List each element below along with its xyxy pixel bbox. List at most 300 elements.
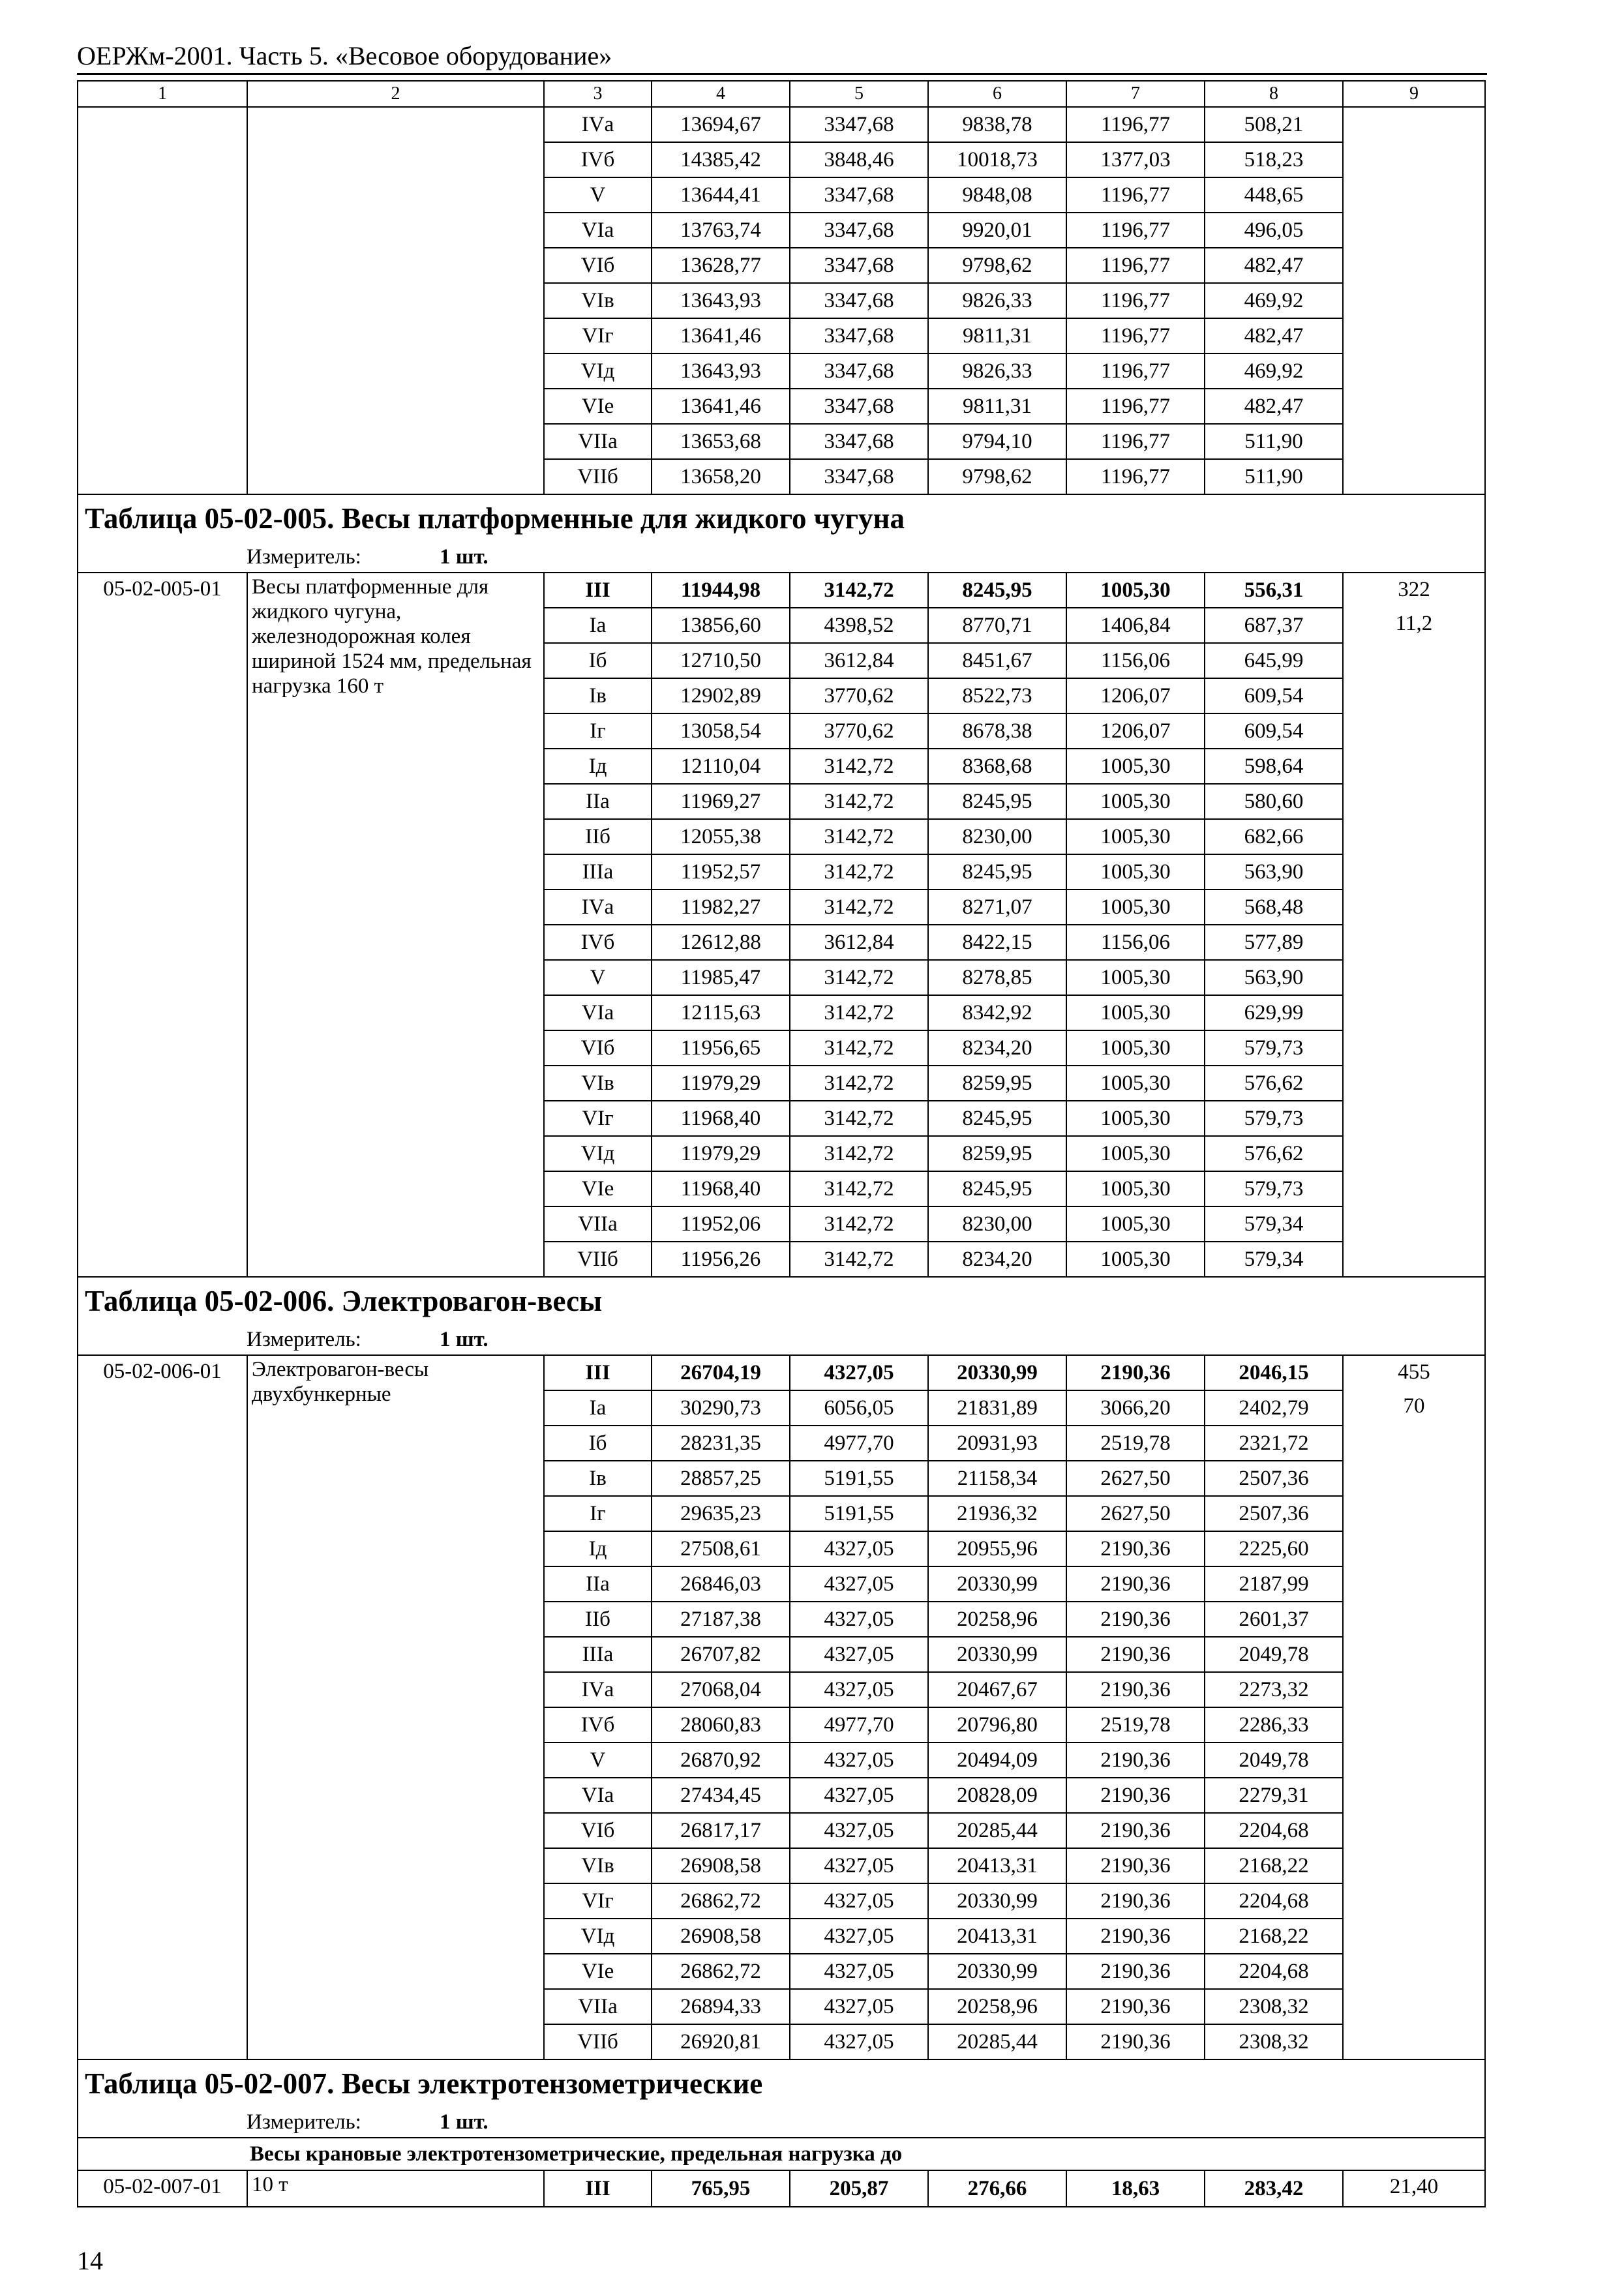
value-cell: 4398,52 <box>790 608 928 643</box>
value-cell: 2190,36 <box>1066 1778 1205 1813</box>
table-title-row <box>78 2059 1485 2107</box>
value-cell: 3142,72 <box>790 1136 928 1171</box>
value-cell: 1005,30 <box>1066 1206 1205 1242</box>
value-cell: 4327,05 <box>790 1883 928 1919</box>
zone-cell: VIа <box>544 213 652 248</box>
value-cell: 21158,34 <box>928 1461 1066 1496</box>
value-cell: 10018,73 <box>928 142 1066 177</box>
zone-cell: IVб <box>544 142 652 177</box>
value-cell: 2190,36 <box>1066 1883 1205 1919</box>
value-cell: 13644,41 <box>652 177 790 213</box>
zone-cell: V <box>544 960 652 995</box>
value-cell: 3612,84 <box>790 643 928 678</box>
code-cell: 05-02-006-01 <box>78 1355 247 2059</box>
value-cell: 2190,36 <box>1066 1672 1205 1707</box>
value-cell: 2321,72 <box>1205 1426 1343 1461</box>
value-cell: 9920,01 <box>928 213 1066 248</box>
value-cell: 1156,06 <box>1066 643 1205 678</box>
value-cell: 11944,98 <box>652 573 790 608</box>
value-cell: 1206,07 <box>1066 713 1205 749</box>
value-cell: 8770,71 <box>928 608 1066 643</box>
column-number: 9 <box>1343 81 1485 107</box>
value-cell: 2507,36 <box>1205 1461 1343 1496</box>
zone-cell: Iв <box>544 678 652 713</box>
value-cell: 1377,03 <box>1066 142 1205 177</box>
value-cell: 576,62 <box>1205 1066 1343 1101</box>
value-cell: 2190,36 <box>1066 1954 1205 1989</box>
value-cell: 2190,36 <box>1066 2024 1205 2059</box>
zone-cell: IVа <box>544 1672 652 1707</box>
value-cell: 6056,05 <box>790 1390 928 1426</box>
value-cell: 577,89 <box>1205 925 1343 960</box>
value-cell: 4327,05 <box>790 1954 928 1989</box>
column-number: 6 <box>928 81 1066 107</box>
zone-cell: Iа <box>544 1390 652 1426</box>
price-table-body <box>78 81 1485 2207</box>
value-cell: 1005,30 <box>1066 819 1205 854</box>
value-cell: 1005,30 <box>1066 1136 1205 1171</box>
value-cell: 12710,50 <box>652 643 790 678</box>
column-number: 8 <box>1205 81 1343 107</box>
value-cell: 3347,68 <box>790 213 928 248</box>
meter-cell <box>78 1324 1485 1355</box>
column-number: 2 <box>247 81 544 107</box>
value-cell: 11968,40 <box>652 1171 790 1206</box>
value-cell: 579,73 <box>1205 1030 1343 1066</box>
value-cell: 3142,72 <box>790 1101 928 1136</box>
value-cell: 30290,73 <box>652 1390 790 1426</box>
value-cell: 1196,77 <box>1066 424 1205 459</box>
value-cell: 4327,05 <box>790 1602 928 1637</box>
value-cell: 3142,72 <box>790 1066 928 1101</box>
value-cell: 11979,29 <box>652 1136 790 1171</box>
value-cell: 511,90 <box>1205 459 1343 494</box>
value-cell: 28857,25 <box>652 1461 790 1496</box>
value-cell: 3142,72 <box>790 1206 928 1242</box>
value-cell: 2190,36 <box>1066 1848 1205 1883</box>
value-cell: 8245,95 <box>928 784 1066 819</box>
value-cell: 2601,37 <box>1205 1602 1343 1637</box>
zone-cell: IIIа <box>544 854 652 890</box>
meter-value: 1 шт. <box>440 545 489 569</box>
value-cell: 2308,32 <box>1205 1989 1343 2024</box>
zone-cell: VIв <box>544 283 652 318</box>
value-cell: 13653,68 <box>652 424 790 459</box>
value-cell: 556,31 <box>1205 573 1343 608</box>
column-number: 7 <box>1066 81 1205 107</box>
value-cell: 609,54 <box>1205 678 1343 713</box>
value-cell: 11969,27 <box>652 784 790 819</box>
value-cell: 11956,26 <box>652 1242 790 1277</box>
value-cell: 3347,68 <box>790 424 928 459</box>
value-cell: 2190,36 <box>1066 1602 1205 1637</box>
zone-cell: VIг <box>544 1883 652 1919</box>
value-cell: 3347,68 <box>790 248 928 283</box>
value-cell: 2049,78 <box>1205 1637 1343 1672</box>
value-cell: 20330,99 <box>928 1954 1066 1989</box>
value-cell: 8245,95 <box>928 573 1066 608</box>
col9-value: 11,2 <box>1395 612 1433 635</box>
value-cell: 4327,05 <box>790 1919 928 1954</box>
table-row <box>78 1355 1485 1390</box>
value-cell: 1406,84 <box>1066 608 1205 643</box>
value-cell: 2049,78 <box>1205 1743 1343 1778</box>
value-cell: 3142,72 <box>790 960 928 995</box>
value-cell: 3347,68 <box>790 318 928 353</box>
value-cell: 1005,30 <box>1066 960 1205 995</box>
value-cell: 8342,92 <box>928 995 1066 1030</box>
zone-cell: Iг <box>544 713 652 749</box>
value-cell: 2286,33 <box>1205 1707 1343 1743</box>
value-cell: 3347,68 <box>790 353 928 389</box>
value-cell: 13058,54 <box>652 713 790 749</box>
value-cell: 1196,77 <box>1066 459 1205 494</box>
value-cell: 20413,31 <box>928 1919 1066 1954</box>
meter-row <box>78 542 1485 573</box>
value-cell: 20330,99 <box>928 1637 1066 1672</box>
value-cell: 3142,72 <box>790 573 928 608</box>
table-title: Таблица 05-02-007. Весы электротензометрические <box>78 2059 1485 2107</box>
value-cell: 682,66 <box>1205 819 1343 854</box>
value-cell: 2273,32 <box>1205 1672 1343 1707</box>
description-cell: Весы платформенные для жидкого чугуна, железнодорожная колея шириной 1524 мм, предельная нагрузка 160 т <box>247 573 544 1277</box>
value-cell: 276,66 <box>928 2170 1066 2207</box>
description-cell: Электровагон-весы двухбункерные <box>247 1355 544 2059</box>
value-cell: 8278,85 <box>928 960 1066 995</box>
value-cell: 11952,06 <box>652 1206 790 1242</box>
zone-cell: Iв <box>544 1461 652 1496</box>
value-cell: 5191,55 <box>790 1461 928 1496</box>
value-cell: 4977,70 <box>790 1426 928 1461</box>
zone-cell: VIг <box>544 1101 652 1136</box>
value-cell: 2519,78 <box>1066 1707 1205 1743</box>
value-cell: 482,47 <box>1205 389 1343 424</box>
value-cell: 511,90 <box>1205 424 1343 459</box>
value-cell: 3066,20 <box>1066 1390 1205 1426</box>
zone-cell: V <box>544 177 652 213</box>
zone-cell: IVа <box>544 107 652 142</box>
value-cell: 496,05 <box>1205 213 1343 248</box>
value-cell: 3142,72 <box>790 890 928 925</box>
description-cell <box>247 107 544 494</box>
value-cell: 2308,32 <box>1205 2024 1343 2059</box>
value-cell: 469,92 <box>1205 283 1343 318</box>
value-cell: 13694,67 <box>652 107 790 142</box>
value-cell: 26920,81 <box>652 2024 790 2059</box>
col9-value: 70 <box>1403 1394 1425 1418</box>
zone-cell: VIа <box>544 1778 652 1813</box>
value-cell: 21936,32 <box>928 1496 1066 1531</box>
value-cell: 26704,19 <box>652 1355 790 1390</box>
value-cell: 11956,65 <box>652 1030 790 1066</box>
value-cell: 1196,77 <box>1066 283 1205 318</box>
value-cell: 9798,62 <box>928 459 1066 494</box>
value-cell: 4977,70 <box>790 1707 928 1743</box>
value-cell: 9848,08 <box>928 177 1066 213</box>
value-cell: 8271,07 <box>928 890 1066 925</box>
value-cell: 4327,05 <box>790 2024 928 2059</box>
value-cell: 3142,72 <box>790 1030 928 1066</box>
value-cell: 9798,62 <box>928 248 1066 283</box>
value-cell: 579,73 <box>1205 1101 1343 1136</box>
zone-cell: V <box>544 1743 652 1778</box>
zone-cell: Iд <box>544 1531 652 1566</box>
value-cell: 8245,95 <box>928 854 1066 890</box>
zone-cell: III <box>544 573 652 608</box>
zone-cell: IIа <box>544 1566 652 1602</box>
value-cell: 8259,95 <box>928 1136 1066 1171</box>
zone-cell: IVб <box>544 925 652 960</box>
table-row <box>78 2170 1485 2207</box>
value-cell: 13643,93 <box>652 353 790 389</box>
value-cell: 580,60 <box>1205 784 1343 819</box>
value-cell: 3142,72 <box>790 1242 928 1277</box>
zone-cell: VIа <box>544 995 652 1030</box>
value-cell: 3347,68 <box>790 389 928 424</box>
zone-cell: VIд <box>544 1919 652 1954</box>
meter-value: 1 шт. <box>440 1328 489 1351</box>
meter-row <box>78 2107 1485 2138</box>
value-cell: 3347,68 <box>790 283 928 318</box>
value-cell: 2190,36 <box>1066 1813 1205 1848</box>
column-number: 4 <box>652 81 790 107</box>
section-row <box>78 2138 1485 2170</box>
zone-cell: IVб <box>544 1707 652 1743</box>
meter-cell <box>78 2107 1485 2138</box>
col9-value: 455 <box>1398 1360 1430 1384</box>
description-cell: 10 т <box>247 2170 544 2207</box>
value-cell: 13643,93 <box>652 283 790 318</box>
value-cell: 27187,38 <box>652 1602 790 1637</box>
value-cell: 20828,09 <box>928 1778 1066 1813</box>
value-cell: 8451,67 <box>928 643 1066 678</box>
value-cell: 1005,30 <box>1066 854 1205 890</box>
value-cell: 29635,23 <box>652 1496 790 1531</box>
value-cell: 20330,99 <box>928 1566 1066 1602</box>
zone-cell: VIIа <box>544 1206 652 1242</box>
value-cell: 2190,36 <box>1066 1637 1205 1672</box>
zone-cell: VIе <box>544 1171 652 1206</box>
value-cell: 11979,29 <box>652 1066 790 1101</box>
zone-cell: III <box>544 1355 652 1390</box>
value-cell: 4327,05 <box>790 1637 928 1672</box>
value-cell: 469,92 <box>1205 353 1343 389</box>
value-cell: 26707,82 <box>652 1637 790 1672</box>
col9-cell <box>1343 1355 1485 2059</box>
value-cell: 2627,50 <box>1066 1461 1205 1496</box>
value-cell: 20258,96 <box>928 1989 1066 2024</box>
value-cell: 2507,36 <box>1205 1496 1343 1531</box>
zone-cell: VIе <box>544 389 652 424</box>
value-cell: 2190,36 <box>1066 1531 1205 1566</box>
value-cell: 629,99 <box>1205 995 1343 1030</box>
value-cell: 2627,50 <box>1066 1496 1205 1531</box>
value-cell: 26846,03 <box>652 1566 790 1602</box>
value-cell: 4327,05 <box>790 1531 928 1566</box>
zone-cell: VIе <box>544 1954 652 1989</box>
value-cell: 20258,96 <box>928 1602 1066 1637</box>
value-cell: 26894,33 <box>652 1989 790 2024</box>
value-cell: 8234,20 <box>928 1030 1066 1066</box>
meter-cell <box>78 542 1485 573</box>
value-cell: 1005,30 <box>1066 573 1205 608</box>
zone-cell: VIб <box>544 1813 652 1848</box>
value-cell: 3347,68 <box>790 177 928 213</box>
zone-cell: VIIа <box>544 424 652 459</box>
column-number: 3 <box>544 81 652 107</box>
value-cell: 1005,30 <box>1066 1242 1205 1277</box>
value-cell: 8234,20 <box>928 1242 1066 1277</box>
value-cell: 20494,09 <box>928 1743 1066 1778</box>
price-table <box>77 80 1486 2207</box>
value-cell: 2168,22 <box>1205 1919 1343 1954</box>
zone-cell: IIб <box>544 1602 652 1637</box>
zone-cell: VIд <box>544 1136 652 1171</box>
value-cell: 18,63 <box>1066 2170 1205 2207</box>
value-cell: 579,73 <box>1205 1171 1343 1206</box>
zone-cell: VIг <box>544 318 652 353</box>
column-number-row <box>78 81 1485 107</box>
value-cell: 687,37 <box>1205 608 1343 643</box>
value-cell: 26862,72 <box>652 1954 790 1989</box>
value-cell: 2225,60 <box>1205 1531 1343 1566</box>
zone-cell: Iд <box>544 749 652 784</box>
value-cell: 13763,74 <box>652 213 790 248</box>
value-cell: 2204,68 <box>1205 1813 1343 1848</box>
value-cell: 2190,36 <box>1066 1355 1205 1390</box>
value-cell: 2204,68 <box>1205 1954 1343 1989</box>
value-cell: 283,42 <box>1205 2170 1343 2207</box>
value-cell: 1206,07 <box>1066 678 1205 713</box>
value-cell: 765,95 <box>652 2170 790 2207</box>
value-cell: 14385,42 <box>652 142 790 177</box>
column-number: 1 <box>78 81 247 107</box>
value-cell: 4327,05 <box>790 1566 928 1602</box>
value-cell: 2204,68 <box>1205 1883 1343 1919</box>
zone-cell: VIб <box>544 1030 652 1066</box>
value-cell: 645,99 <box>1205 643 1343 678</box>
value-cell: 20467,67 <box>928 1672 1066 1707</box>
value-cell: 9794,10 <box>928 424 1066 459</box>
value-cell: 28060,83 <box>652 1707 790 1743</box>
value-cell: 563,90 <box>1205 854 1343 890</box>
value-cell: 2190,36 <box>1066 1566 1205 1602</box>
value-cell: 4327,05 <box>790 1989 928 2024</box>
zone-cell: VIв <box>544 1066 652 1101</box>
value-cell: 2168,22 <box>1205 1848 1343 1883</box>
col9-cell <box>1343 573 1485 1277</box>
value-cell: 20413,31 <box>928 1848 1066 1883</box>
value-cell: 8368,68 <box>928 749 1066 784</box>
code-cell: 05-02-007-01 <box>78 2170 247 2207</box>
value-cell: 2190,36 <box>1066 1919 1205 1954</box>
value-cell: 9826,33 <box>928 283 1066 318</box>
value-cell: 482,47 <box>1205 248 1343 283</box>
value-cell: 9826,33 <box>928 353 1066 389</box>
table-title-row <box>78 494 1485 542</box>
value-cell: 28231,35 <box>652 1426 790 1461</box>
value-cell: 3347,68 <box>790 459 928 494</box>
value-cell: 3347,68 <box>790 107 928 142</box>
value-cell: 21831,89 <box>928 1390 1066 1426</box>
value-cell: 9811,31 <box>928 389 1066 424</box>
value-cell: 9838,78 <box>928 107 1066 142</box>
value-cell: 11985,47 <box>652 960 790 995</box>
value-cell: 1005,30 <box>1066 1101 1205 1136</box>
value-cell: 609,54 <box>1205 713 1343 749</box>
value-cell: 1156,06 <box>1066 925 1205 960</box>
value-cell: 20285,44 <box>928 2024 1066 2059</box>
value-cell: 8522,73 <box>928 678 1066 713</box>
value-cell: 518,23 <box>1205 142 1343 177</box>
meter-label: Измеритель: <box>247 2110 361 2134</box>
value-cell: 2187,99 <box>1205 1566 1343 1602</box>
value-cell: 3770,62 <box>790 678 928 713</box>
value-cell: 8678,38 <box>928 713 1066 749</box>
value-cell: 13856,60 <box>652 608 790 643</box>
value-cell: 3142,72 <box>790 749 928 784</box>
value-cell: 2519,78 <box>1066 1426 1205 1461</box>
value-cell: 9811,31 <box>928 318 1066 353</box>
value-cell: 3142,72 <box>790 784 928 819</box>
value-cell: 1005,30 <box>1066 995 1205 1030</box>
zone-cell: Iа <box>544 608 652 643</box>
meter-row <box>78 1324 1485 1355</box>
value-cell: 12110,04 <box>652 749 790 784</box>
zone-cell: III <box>544 2170 652 2207</box>
zone-cell: Iг <box>544 1496 652 1531</box>
value-cell: 20796,80 <box>928 1707 1066 1743</box>
value-cell: 1196,77 <box>1066 353 1205 389</box>
value-cell: 13658,20 <box>652 459 790 494</box>
value-cell: 11952,57 <box>652 854 790 890</box>
value-cell: 3142,72 <box>790 995 928 1030</box>
zone-cell: IIIа <box>544 1637 652 1672</box>
value-cell: 2046,15 <box>1205 1355 1343 1390</box>
col9-value: 322 <box>1398 578 1430 601</box>
value-cell: 1005,30 <box>1066 1066 1205 1101</box>
value-cell: 3848,46 <box>790 142 928 177</box>
value-cell: 4327,05 <box>790 1778 928 1813</box>
meter-label: Измеритель: <box>247 1328 361 1351</box>
zone-cell: IVа <box>544 890 652 925</box>
value-cell: 13641,46 <box>652 318 790 353</box>
value-cell: 2190,36 <box>1066 1989 1205 2024</box>
value-cell: 20955,96 <box>928 1531 1066 1566</box>
value-cell: 26908,58 <box>652 1919 790 1954</box>
header-rule <box>77 73 1487 75</box>
value-cell: 13641,46 <box>652 389 790 424</box>
code-cell <box>78 107 247 494</box>
zone-cell: VIIа <box>544 1989 652 2024</box>
value-cell: 26870,92 <box>652 1743 790 1778</box>
value-cell: 20285,44 <box>928 1813 1066 1848</box>
value-cell: 205,87 <box>790 2170 928 2207</box>
value-cell: 12115,63 <box>652 995 790 1030</box>
value-cell: 1005,30 <box>1066 1171 1205 1206</box>
value-cell: 1196,77 <box>1066 177 1205 213</box>
value-cell: 12902,89 <box>652 678 790 713</box>
value-cell: 27434,45 <box>652 1778 790 1813</box>
value-cell: 13628,77 <box>652 248 790 283</box>
value-cell: 1196,77 <box>1066 107 1205 142</box>
value-cell: 12055,38 <box>652 819 790 854</box>
meter-label: Измеритель: <box>247 545 361 569</box>
value-cell: 598,64 <box>1205 749 1343 784</box>
column-number: 5 <box>790 81 928 107</box>
value-cell: 11968,40 <box>652 1101 790 1136</box>
value-cell: 27068,04 <box>652 1672 790 1707</box>
